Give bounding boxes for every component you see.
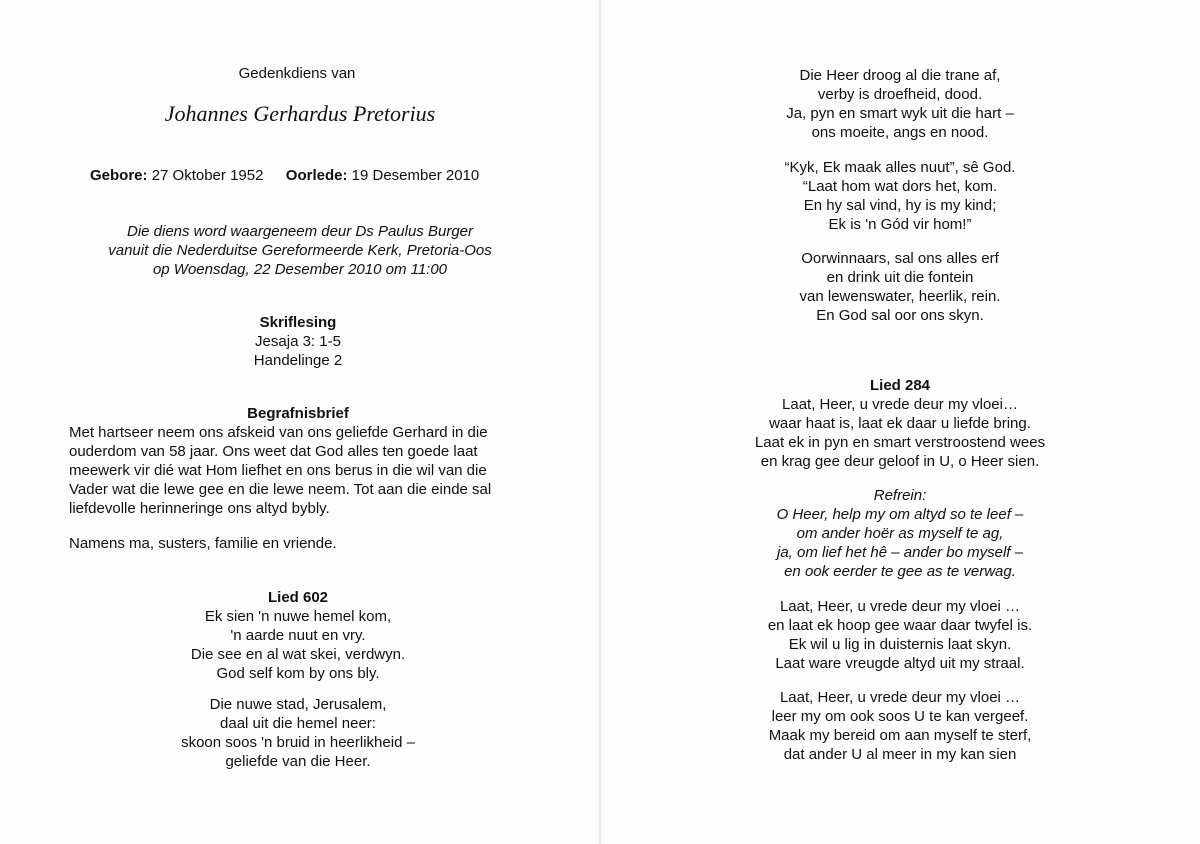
hymn-line: Ek wil u lig in duisternis laat skyn. bbox=[788, 636, 1012, 653]
scripture-ref: Jesaja 3: 1-5 bbox=[255, 333, 341, 350]
hymn-284-stanza-2 bbox=[700, 597, 1100, 673]
hymn-284 bbox=[700, 376, 1100, 471]
letter-signoff bbox=[69, 534, 469, 553]
hymn-line: skoon soos 'n bruid in heerlikheid – bbox=[181, 734, 415, 751]
hymn-602-stanza-4 bbox=[720, 158, 1080, 234]
hymn-line: 'n aarde nuut en vry. bbox=[230, 627, 366, 644]
hymn-284-title: Lied 284 bbox=[869, 377, 931, 394]
deceased-name bbox=[100, 100, 500, 128]
letter-line: ouderdom van 58 jaar. Ons weet dat God alles ten goede laat bbox=[69, 443, 478, 460]
hymn-line: geliefde van die Heer. bbox=[225, 753, 371, 770]
right-page bbox=[601, 0, 1200, 844]
hymn-line: Laat ek in pyn en smart verstroostend wees bbox=[754, 434, 1046, 451]
scripture-title: Skriflesing bbox=[259, 314, 337, 331]
hymn-line: en laat ek hoop gee waar daar twyfel is. bbox=[767, 617, 1033, 634]
refrain-line: om ander hoër as myself te ag, bbox=[796, 525, 1004, 542]
left-page bbox=[0, 0, 599, 844]
hymn-line: “Laat hom wat dors het, kom. bbox=[802, 178, 998, 195]
hymn-line: Die nuwe stad, Jerusalem, bbox=[209, 696, 387, 713]
hymn-line: en krag gee deur geloof in U, o Heer sien. bbox=[760, 453, 1040, 470]
hymn-line: Ek is 'n Gód vir hom!” bbox=[828, 216, 972, 233]
hymn-line: van lewenswater, heerlik, rein. bbox=[799, 288, 1001, 305]
letter-title-text: Begrafnisbrief bbox=[247, 405, 349, 422]
hymn-line: Laat, Heer, u vrede deur my vloei… bbox=[782, 396, 1018, 413]
deceased-name-text: Johannes Gerhardus Pretorius bbox=[164, 101, 436, 126]
hymn-602-title: Lied 602 bbox=[267, 589, 329, 606]
service-line: op Woensdag, 22 Desember 2010 om 11:00 bbox=[152, 261, 448, 278]
life-dates bbox=[90, 166, 530, 185]
hymn-line: “Kyk, Ek maak alles nuut”, sê God. bbox=[784, 159, 1016, 176]
service-line: vanuit die Nederduitse Gereformeerde Kerk, Pretoria-Oos bbox=[108, 242, 492, 259]
hymn-284-stanza-3 bbox=[700, 688, 1100, 764]
hymn-line: Maak my bereid om aan myself te sterf, bbox=[768, 727, 1032, 744]
letter-line: meewerk vir dié wat Hom liefhet en ons berus in die wil van die bbox=[69, 462, 487, 479]
refrain-line: en ook eerder te gee as te verwag. bbox=[784, 563, 1016, 580]
hymn-line: dat ander U al meer in my kan sien bbox=[783, 746, 1017, 763]
born-label: Gebore: bbox=[90, 167, 148, 184]
funeral-letter bbox=[69, 423, 539, 518]
refrain-label: Refrein: bbox=[873, 487, 927, 504]
hymn-line: Laat, Heer, u vrede deur my vloei … bbox=[779, 689, 1021, 706]
hymn-line: God self kom by ons bly. bbox=[216, 665, 380, 682]
hymn-602-stanza-3 bbox=[720, 66, 1080, 142]
letter-line: liefdevolle herinneringe ons altyd bybly. bbox=[69, 500, 330, 517]
died-date: 19 Desember 2010 bbox=[351, 167, 480, 184]
hymn-line: Oorwinnaars, sal ons alles erf bbox=[801, 250, 999, 267]
scripture-reading bbox=[180, 313, 416, 370]
memorial-heading-text: Gedenkdiens van bbox=[238, 65, 356, 82]
refrain-line: ja, om lief het hê – ander bo myself – bbox=[777, 544, 1023, 561]
hymn-602-stanza-5 bbox=[720, 249, 1080, 325]
memorial-heading bbox=[190, 64, 404, 83]
hymn-line: en drink uit die fontein bbox=[826, 269, 974, 286]
hymn-line: verby is droefheid, dood. bbox=[817, 86, 983, 103]
scripture-ref: Handelinge 2 bbox=[253, 352, 343, 369]
letter-line: Vader wat die lewe gee en die lewe neem. Tot aan die einde sal bbox=[69, 481, 492, 498]
letter-signoff-text: Namens ma, susters, familie en vriende. bbox=[69, 535, 337, 552]
refrain-line: O Heer, help my om altyd so te leef – bbox=[776, 506, 1024, 523]
letter-line: Met hartseer neem ons afskeid van ons geliefde Gerhard in die bbox=[69, 424, 488, 441]
hymn-line: ons moeite, angs en nood. bbox=[811, 124, 989, 141]
hymn-line: En God sal oor ons skyn. bbox=[816, 307, 984, 324]
hymn-line: Ek sien 'n nuwe hemel kom, bbox=[204, 608, 392, 625]
hymn-602 bbox=[150, 588, 446, 683]
service-details bbox=[70, 222, 530, 279]
hymn-line: Die Heer droog al die trane af, bbox=[799, 67, 1001, 84]
hymn-line: Ja, pyn en smart wyk uit die hart – bbox=[786, 105, 1014, 122]
life-dates-line bbox=[90, 166, 530, 185]
service-line: Die diens word waargeneem deur Ds Paulus Burger bbox=[126, 223, 473, 240]
hymn-line: daal uit die hemel neer: bbox=[220, 715, 376, 732]
hymn-284-refrain bbox=[700, 486, 1100, 581]
letter-title bbox=[180, 404, 416, 423]
hymn-line: waar haat is, laat ek daar u liefde bring. bbox=[769, 415, 1031, 432]
born-date: 27 Oktober 1952 bbox=[151, 167, 264, 184]
hymn-line: Die see en al wat skei, verdwyn. bbox=[190, 646, 406, 663]
hymn-line: leer my om ook soos U te kan vergeef. bbox=[771, 708, 1029, 725]
hymn-line: Laat, Heer, u vrede deur my vloei … bbox=[779, 598, 1021, 615]
hymn-line: Laat ware vreugde altyd uit my straal. bbox=[775, 655, 1025, 672]
hymn-line: En hy sal vind, hy is my kind; bbox=[803, 197, 997, 214]
hymn-602-stanza-2 bbox=[150, 695, 446, 771]
died-label: Oorlede: bbox=[285, 167, 348, 184]
